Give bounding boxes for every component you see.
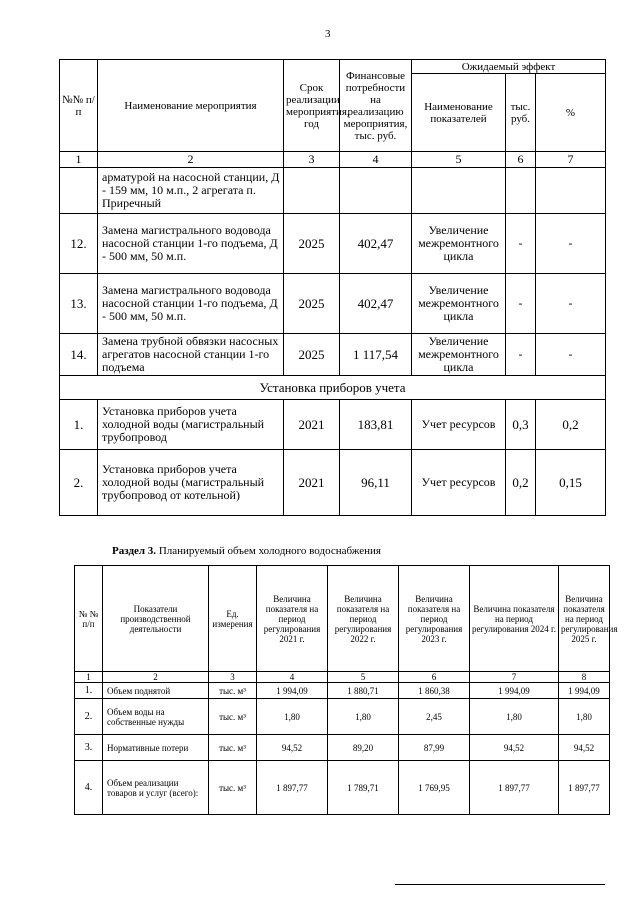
header-term: Срок реализации мероприятия, год xyxy=(284,60,340,152)
row-measure: Замена трубной обвязки насосных агрегатов насосной станции 1-го подъема xyxy=(98,334,284,376)
header-2023: Величина показателя на период регулирования 2023 г. xyxy=(399,566,470,672)
row-abs: 0,2 xyxy=(506,450,536,516)
row-pct: 0,15 xyxy=(536,450,606,516)
row-num: 3. xyxy=(75,735,103,761)
row-value-2021: 1 994,09 xyxy=(257,683,328,699)
row-abs: - xyxy=(506,274,536,334)
row-value-2022: 1 880,71 xyxy=(328,683,399,699)
col-number: 1 xyxy=(60,152,98,168)
table-row xyxy=(60,400,606,450)
header-measure-name: Наименование мероприятия xyxy=(98,60,284,152)
col-number: 4 xyxy=(257,672,328,683)
page-number: 3 xyxy=(325,28,331,40)
row-value-2025: 1 897,77 xyxy=(559,761,610,815)
row-unit: тыс. м³ xyxy=(209,735,257,761)
header-percent: % xyxy=(536,74,606,152)
row-value-2021: 1,80 xyxy=(257,699,328,735)
row-pct: - xyxy=(536,274,606,334)
row-effect: Учет ресурсов xyxy=(412,450,506,516)
row-cost: 1 117,54 xyxy=(340,334,412,376)
section-3-text: Планируемый объем холодного водоснабжения xyxy=(156,545,381,557)
row-value-2024: 94,52 xyxy=(470,735,559,761)
row-num: 2. xyxy=(60,450,98,516)
row-abs: - xyxy=(506,334,536,376)
row-value-2022: 1,80 xyxy=(328,699,399,735)
row-num: 4. xyxy=(75,761,103,815)
row-measure: Замена магистрального водовода насосной станции 1-го подъема, Д - 500 мм, 50 м.п. xyxy=(98,214,284,274)
row-year: 2025 xyxy=(284,214,340,274)
table-row xyxy=(75,761,610,815)
row-indicator: Нормативные потери xyxy=(103,735,209,761)
row-value-2025: 94,52 xyxy=(559,735,610,761)
row-value-2024: 1 994,09 xyxy=(470,683,559,699)
col-number: 6 xyxy=(506,152,536,168)
row-cost: 183,81 xyxy=(340,400,412,450)
row-abs: - xyxy=(506,214,536,274)
row-year: 2021 xyxy=(284,450,340,516)
row-value-2023: 1 769,95 xyxy=(399,761,470,815)
header-finance: Финансовые потребности на реализацию мероприятия, тыс. руб. xyxy=(340,60,412,152)
header-num: №№ п/п xyxy=(60,60,98,152)
row-cost: 402,47 xyxy=(340,274,412,334)
column-number-row xyxy=(60,152,606,168)
table-row xyxy=(60,450,606,516)
col-number: 2 xyxy=(103,672,209,683)
row-value-2023: 87,99 xyxy=(399,735,470,761)
row-value-2024: 1,80 xyxy=(470,699,559,735)
row-measure: Установка приборов учета холодной воды (магистральный трубопровод от котельной) xyxy=(98,450,284,516)
header-indicator: Показатели производственной деятельности xyxy=(103,566,209,672)
row-year xyxy=(284,168,340,214)
row-year: 2025 xyxy=(284,274,340,334)
row-value-2025: 1 994,09 xyxy=(559,683,610,699)
row-year: 2025 xyxy=(284,334,340,376)
measures-table xyxy=(59,59,606,516)
row-num: 1. xyxy=(75,683,103,699)
table-row xyxy=(75,699,610,735)
row-unit: тыс. м³ xyxy=(209,699,257,735)
row-effect xyxy=(412,168,506,214)
row-measure: Установка приборов учета холодной воды (магистральный трубопровод xyxy=(98,400,284,450)
section-3-label: Раздел 3. xyxy=(112,545,157,557)
col-number: 3 xyxy=(209,672,257,683)
col-number: 5 xyxy=(412,152,506,168)
row-effect: Увеличение межремонтного цикла xyxy=(412,214,506,274)
row-pct xyxy=(536,168,606,214)
header-2021: Величина показателя на период регулирования 2021 г. xyxy=(257,566,328,672)
row-year: 2021 xyxy=(284,400,340,450)
row-pct: - xyxy=(536,214,606,274)
table-row xyxy=(60,334,606,376)
col-number: 7 xyxy=(536,152,606,168)
row-pct: 0,2 xyxy=(536,400,606,450)
section-title: Установка приборов учета xyxy=(60,376,606,400)
col-number: 1 xyxy=(75,672,103,683)
row-value-2022: 1 789,71 xyxy=(328,761,399,815)
row-abs xyxy=(506,168,536,214)
row-indicator: Объем воды на собственные нужды xyxy=(103,699,209,735)
row-value-2022: 89,20 xyxy=(328,735,399,761)
row-num xyxy=(60,168,98,214)
table-row xyxy=(75,735,610,761)
table-row xyxy=(75,683,610,699)
row-value-2023: 2,45 xyxy=(399,699,470,735)
row-value-2024: 1 897,77 xyxy=(470,761,559,815)
col-number: 8 xyxy=(559,672,610,683)
row-value-2025: 1,80 xyxy=(559,699,610,735)
row-cost: 402,47 xyxy=(340,214,412,274)
row-unit: тыс. м³ xyxy=(209,761,257,815)
header-2022: Величина показателя на период регулирования 2022 г. xyxy=(328,566,399,672)
header-expected-effect: Ожидаемый эффект xyxy=(412,60,606,74)
footer-rule xyxy=(395,884,605,885)
row-measure: Замена магистрального водовода насосной станции 1-го подъема, Д - 500 мм, 50 м.п. xyxy=(98,274,284,334)
col-number: 2 xyxy=(98,152,284,168)
table-row xyxy=(60,168,606,214)
row-num: 14. xyxy=(60,334,98,376)
row-value-2023: 1 860,38 xyxy=(399,683,470,699)
row-num: 1. xyxy=(60,400,98,450)
row-num: 12. xyxy=(60,214,98,274)
row-cost: 96,11 xyxy=(340,450,412,516)
header-2024: Величина показателя на период регулирования 2024 г. xyxy=(470,566,559,672)
water-volume-table xyxy=(74,565,618,815)
header-thous-rub: тыс. руб. xyxy=(506,74,536,152)
col-number: 5 xyxy=(328,672,399,683)
row-unit: тыс. м³ xyxy=(209,683,257,699)
row-indicator: Объем поднятой xyxy=(103,683,209,699)
row-pct: - xyxy=(536,334,606,376)
row-value-2021: 94,52 xyxy=(257,735,328,761)
col-number: 7 xyxy=(470,672,559,683)
header-num: № № п/п xyxy=(75,566,103,672)
row-indicator: Объем реализации товаров и услуг (всего): xyxy=(103,761,209,815)
table-row xyxy=(60,214,606,274)
table-row xyxy=(60,274,606,334)
row-cost xyxy=(340,168,412,214)
header-indicator-name: Наименование показателей xyxy=(412,74,506,152)
row-effect: Учет ресурсов xyxy=(412,400,506,450)
column-number-row xyxy=(75,672,610,683)
header-unit: Ед. измерения xyxy=(209,566,257,672)
row-value-2021: 1 897,77 xyxy=(257,761,328,815)
row-effect: Увеличение межремонтного цикла xyxy=(412,274,506,334)
row-num: 13. xyxy=(60,274,98,334)
row-abs: 0,3 xyxy=(506,400,536,450)
section-3-heading xyxy=(112,545,381,557)
header-2025: Величина показателя на период регулирования 2025 г. xyxy=(559,566,610,672)
row-num: 2. xyxy=(75,699,103,735)
row-measure: арматурой на насосной станции, Д - 159 мм, 10 м.п., 2 агрегата п. Приречный xyxy=(98,168,284,214)
row-effect: Увеличение межремонтного цикла xyxy=(412,334,506,376)
col-number: 6 xyxy=(399,672,470,683)
col-number: 4 xyxy=(340,152,412,168)
col-number: 3 xyxy=(284,152,340,168)
